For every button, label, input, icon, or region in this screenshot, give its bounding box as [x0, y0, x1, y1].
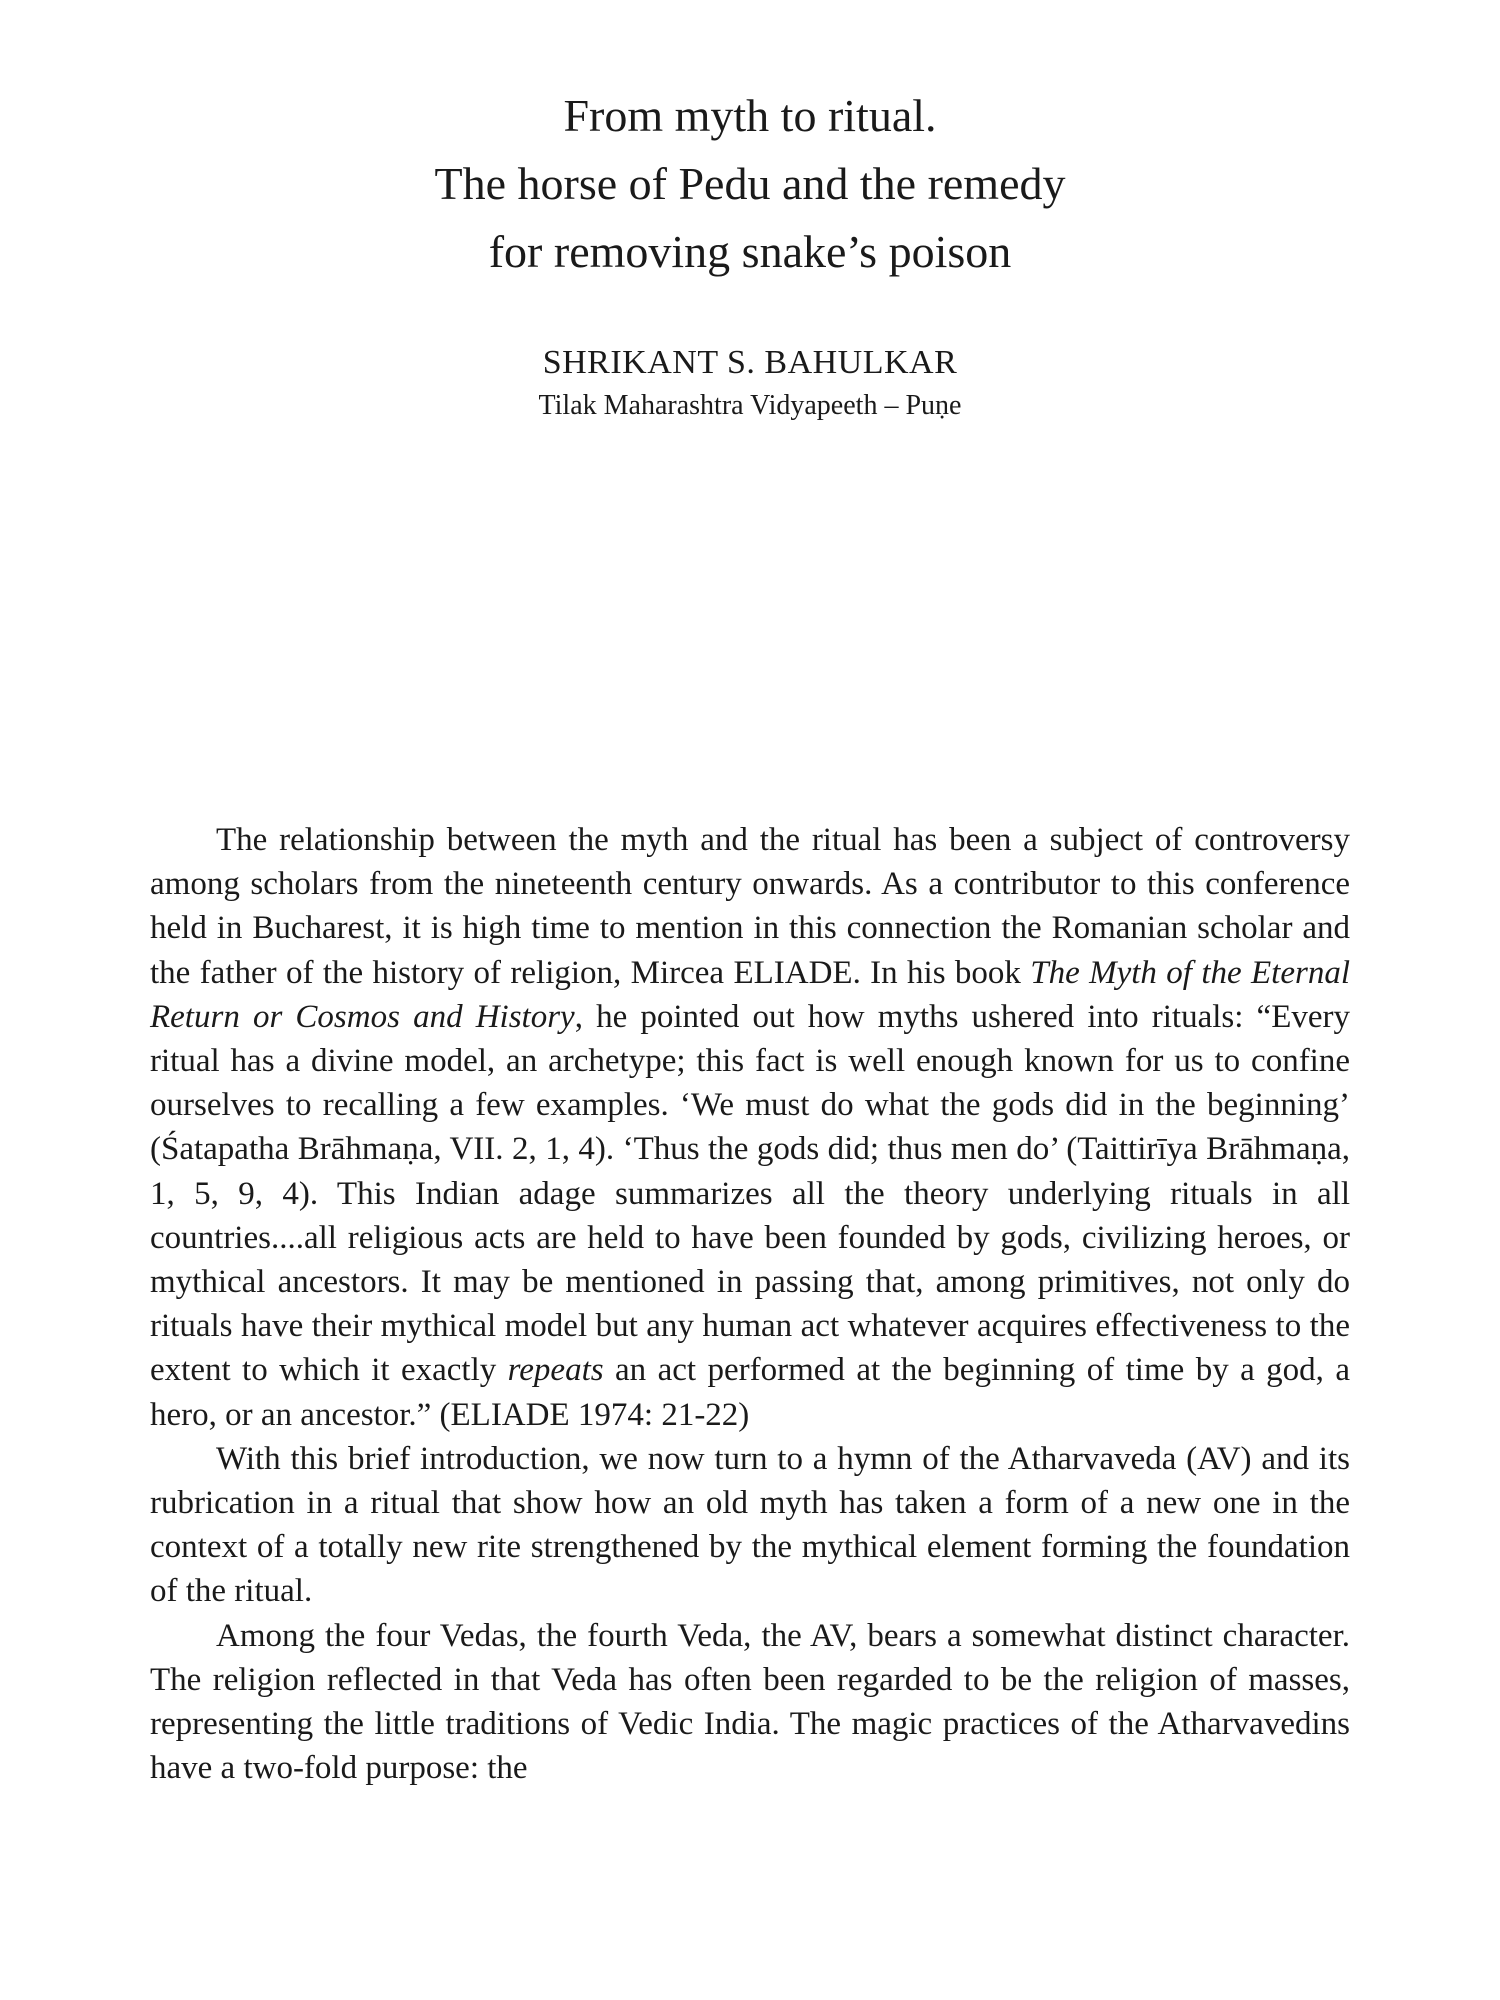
body-text: [150, 818, 1350, 1790]
paragraph-1-part-a: The relationship between the myth and the ritual has been a subject of controversy among scholars from the nineteenth century onwards. As a contributor to this conference held in Bucharest, it is high time to mention in this connection the Romanian scholar and the father of the history of religion, Mircea ELIADE. In his book: [150, 822, 1350, 991]
author-block: [0, 340, 1500, 426]
title-line-2: The horse of Pedu and the remedy: [434, 158, 1066, 209]
emphasis-repeats: repeats: [507, 1352, 604, 1389]
paragraph-1-part-b: , he pointed out how myths ushered into rituals: “Every ritual has a divine model, an archetype; this fact is well enough known for us to confine ourselves to recalling a few examples. ‘We must do what the gods did in the beginning’ (Śatapatha Brāhmaṇa, VII. 2, 1, 4). ‘Thus the gods did; thus men do’ (Taittirīya Brāhmaṇa, 1, 5, 9, 4). This Indian adage summarizes all the theory underlying rituals in all countries....all religious acts are held to have been founded by gods, civilizing heroes, or mythical ancestors. It may be mentioned in passing that, among primitives, not only do rituals have their mythical model but any human act whatever acquires effectiveness to the extent to which it exactly: [150, 998, 1351, 1389]
paragraph-1: [150, 818, 1350, 1437]
title-line-3: for removing snake’s poison: [488, 226, 1012, 277]
author-affiliation: Tilak Maharashtra Vidyapeeth – Puṇe: [538, 390, 962, 421]
paragraph-3: Among the four Vedas, the fourth Veda, the AV, bears a somewhat distinct character. The religion reflected in that Veda has often been regarded to be the religion of masses, representing the little traditions of Vedic India. The magic practices of the Atharvavedins have a two-fold purpose: the: [150, 1617, 1350, 1787]
paragraph-1-part-c: an act performed at the beginning of time by a god, a hero, or an ancestor.” (ELIADE 1974: 21-22): [150, 1352, 1351, 1433]
title-line-1: From myth to ritual.: [563, 90, 937, 141]
book-title: The Myth of the Eternal Return or Cosmos and History: [150, 954, 1350, 1035]
paragraph-2: With this brief introduction, we now turn to a hymn of the Atharvaveda (AV) and its rubrication in a ritual that show how an old myth has taken a form of a new one in the context of a totally new rite strengthened by the mythical element forming the foundation of the ritual.: [150, 1440, 1350, 1610]
article-title: [0, 82, 1500, 286]
author-name: SHRIKANT S. BAHULKAR: [542, 344, 958, 381]
